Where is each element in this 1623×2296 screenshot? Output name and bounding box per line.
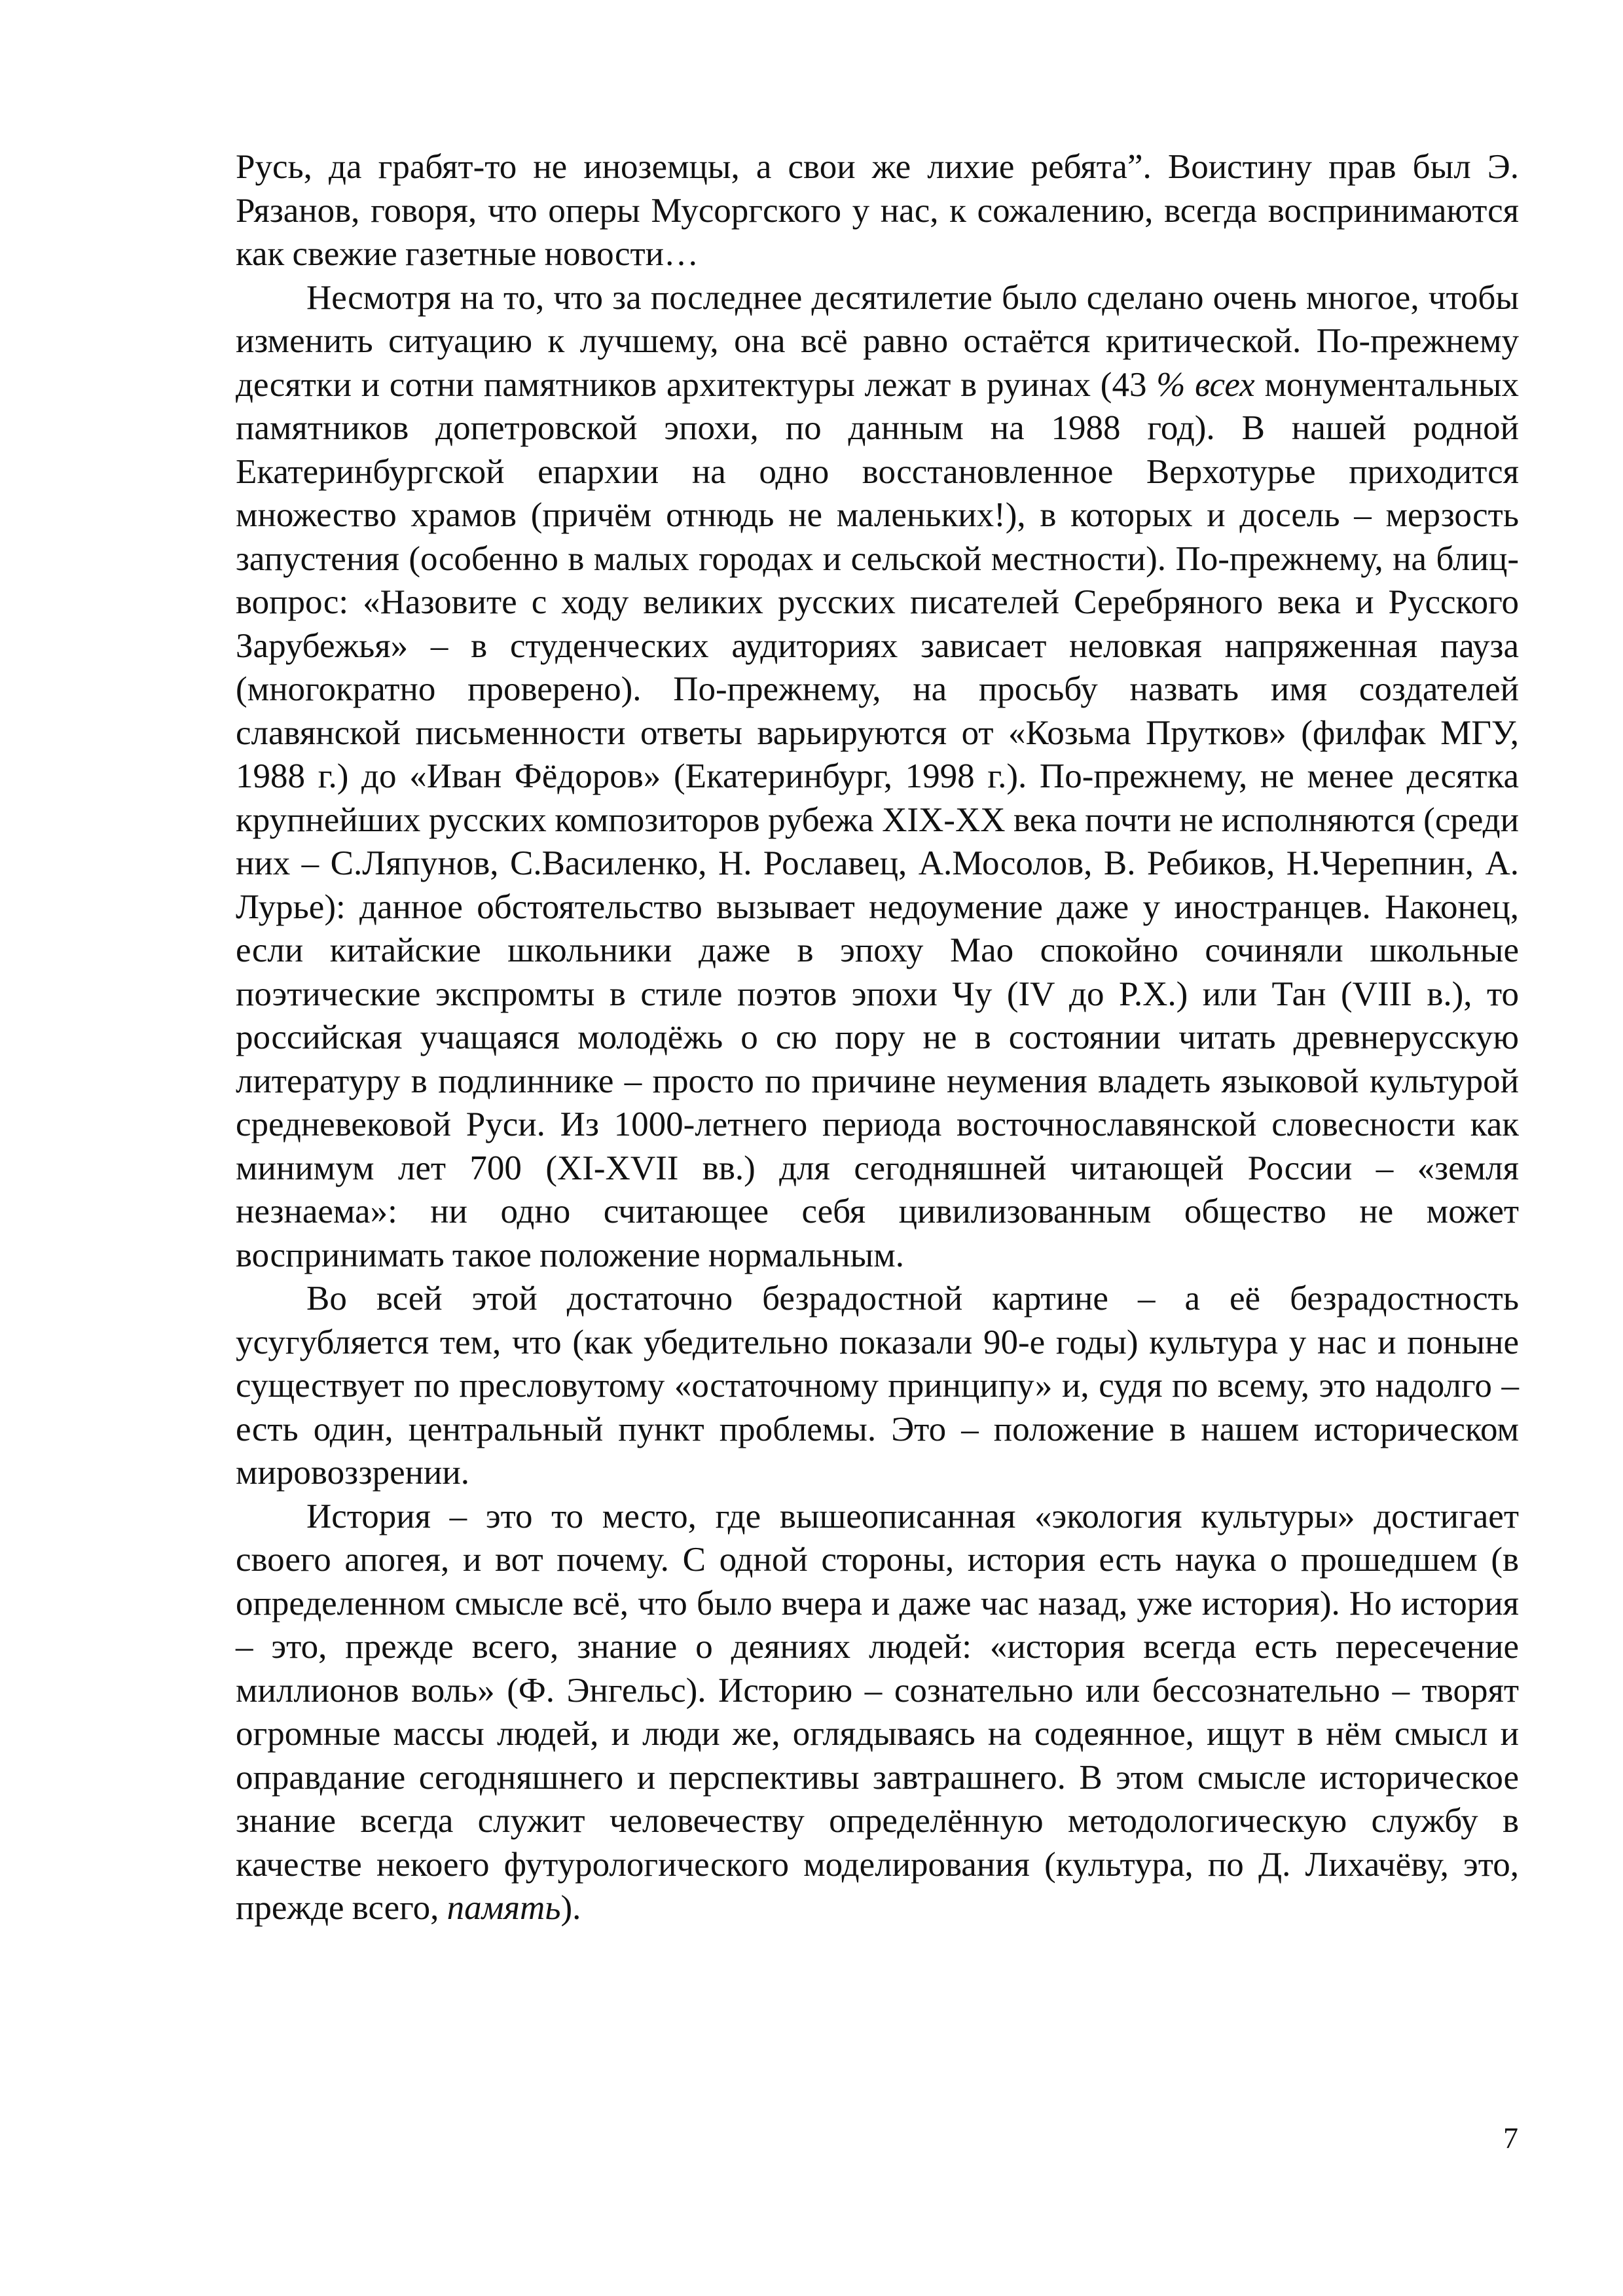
paragraph-4-italic-run: память (447, 1889, 561, 1927)
paragraph-4-run-3: ). (560, 1889, 581, 1927)
paragraph-1-run-1: Русь, да грабят-то не иноземцы, а свои же лихие ребята”. Воистину прав был Э. Рязанов, говоря, что оперы Мусоргского у нас, к сожалению, всегда воспринимаются как свежие газетные новости… (236, 148, 1519, 273)
paragraph-2 (236, 276, 1519, 1278)
paragraph-2-run-3: монументальных памятников допетровской эпохи, по данным на 1988 год). В нашей родной Екатеринбургской епархии на одно восстановленное Верхотурье приходится множество храмов (причём отнюдь не маленьких!), в которых и досель – мерзость запустения (особенно в малых городах и сельской местности). По-прежнему, на блиц-вопрос: «Назовите с ходу великих русских писателей Серебряного века и Русского Зарубежья» – в студенческих аудиториях зависает неловкая напряженная пауза (многократно проверено). По-прежнему, на просьбу назвать имя создателей славянской письменности ответы варьируются от «Козьма Прутков» (филфак МГУ, 1988 г.) до «Иван Фёдоров» (Екатеринбург, 1998 г.). По-прежнему, не менее десятка крупнейших русских композиторов рубежа XIX-XX века почти не исполняются (среди них – С.Ляпунов, С.Василенко, Н. Рославец, А.Мосолов, В. Ребиков, Н.Черепнин, А. Лурье): данное обстоятельство вызывает недоумение даже у иностранцев. Наконец, если китайские школьники даже в эпоху Мао спокойно сочиняли школьные поэтические экспромты в стиле поэтов эпохи Чу (IV до Р.Х.) или Тан (VIII в.), то российская учащаяся молодёжь о сю пору не в состоянии читать древнерусскую литературу в подлиннике – просто по причине неумения владеть языковой культурой средневековой Руси. Из 1000-летнего периода восточнославянской словесности как минимум лет 700 (XI-XVII вв.) для сегодняшней читающей России – «земля незнаема»: ни одно считающее себя цивилизованным общество не может воспринимать такое положение нормальным. (236, 365, 1519, 1274)
paragraph-1 (236, 145, 1519, 276)
body-text (236, 145, 1519, 1930)
paragraph-4-run-1: История – это то место, где вышеописанная «экология культуры» достигает своего апогея, и вот почему. С одной стороны, история есть наука о прошедшем (в определенном смысле всё, что было вчера и даже час назад, уже история). Но история – это, прежде всего, знание о деяниях людей: «история всегда есть пересечение миллионов воль» (Ф. Энгельс). Историю – сознательно или бессознательно – творят огромные массы людей, и люди же, оглядываясь на содеянное, ищут в нём смысл и оправдание сегодняшнего и перспективы завтрашнего. В этом смысле историческое знание всегда служит человечеству определённую методологическую службу в качестве некоего футурологического моделирования (культура, по Д. Лихачёву, это, прежде всего, (236, 1497, 1519, 1927)
paragraph-3-run-1: Во всей этой достаточно безрадостной картине – а её безрадостность усугубляется тем, что (как убедительно показали 90-е годы) культура у нас и поныне существует по пресловутому «остаточному принципу» и, судя по всему, это надолго – есть один, центральный пункт проблемы. Это – положение в нашем историческом мировоззрении. (236, 1280, 1519, 1492)
paragraph-3 (236, 1277, 1519, 1495)
page-number: 7 (1503, 2121, 1518, 2155)
paragraph-4 (236, 1495, 1519, 1930)
paragraph-2-italic-run: % всех (1156, 365, 1255, 404)
paragraph-2-run-1: Несмотря на то, что за последнее десятилетие было сделано очень многое, чтобы изменить ситуацию к лучшему, она всё равно остаётся критической. По-прежнему десятки и сотни памятников архитектуры лежат в руинах (43 (236, 278, 1519, 404)
